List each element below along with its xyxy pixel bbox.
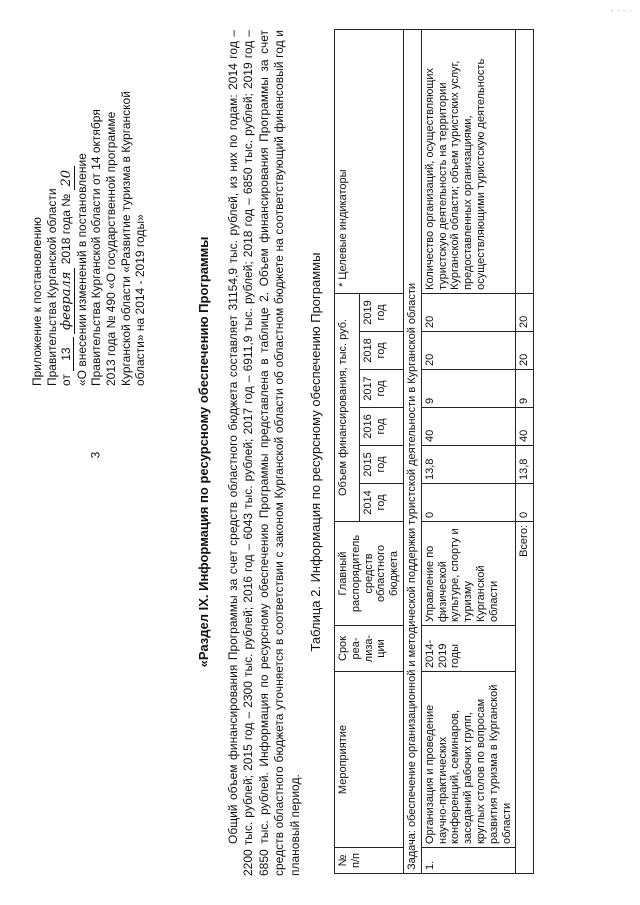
resource-table [334, 29, 534, 874]
appendix-line: 2013 года № 490 «О государственной программе [103, 111, 118, 386]
total-label: Всего: [516, 522, 534, 874]
row-value: 20 [421, 332, 516, 370]
row-term: 2014-2019 годы [421, 626, 516, 672]
total-value: 20 [516, 293, 534, 331]
date-day: 13 [59, 337, 74, 370]
row-measure: Организация и проведение научно-практических конференций, семинаров, заседаний рабочих групп, круглых столов по вопросам развития туризма в Курганской области [421, 672, 516, 848]
total-value: 0 [516, 484, 534, 522]
row-value: 40 [421, 408, 516, 446]
header-year: 2017 год [360, 370, 404, 408]
date-prefix: от [59, 374, 74, 386]
header-year: 2015 год [360, 446, 404, 484]
row-value: 20 [421, 293, 516, 331]
header-year: 2014 год [360, 484, 404, 522]
appendix-block [30, 36, 148, 386]
table-row [421, 29, 516, 873]
date-month: февраля [59, 268, 75, 334]
header-term: Срок реа-лиза-ции [335, 626, 404, 672]
total-row [516, 29, 534, 873]
number-label: № [59, 193, 74, 207]
total-indicators-empty [516, 29, 534, 293]
appendix-line: Курганской области «Развитие туризма в Курганской [118, 91, 133, 386]
header-manager: Главный распорядитель средств областного бюджета [335, 522, 404, 626]
row-value: 13,8 [421, 446, 516, 484]
appendix-line: области» на 2014 - 2019 годы» [133, 214, 148, 386]
page-number: 3 [88, 451, 103, 459]
header-funding: Объем финансирования, тыс. руб. [335, 293, 360, 521]
appendix-date-line [59, 36, 75, 386]
total-value: 40 [516, 408, 534, 446]
number-value: 20 [59, 166, 75, 191]
header-year: 2016 год [360, 408, 404, 446]
total-value: 13,8 [516, 446, 534, 484]
total-value: 9 [516, 370, 534, 408]
table-caption: Таблица 2. Информация по ресурсному обеспечению Программы [308, 252, 323, 652]
intro-paragraph: Общий объем финансирования Программы за счет средств областного бюджета составляет 31154,9 тыс. рублей, из них по годам: 2014 год – 2200 тыс. рублей; 2015 год – 2300 тыс. рублей; 2016 год – 6043 тыс. рублей; 2017 год – 6911,9 тыс. рублей; 2018 год – 6850 тыс. рублей; 2019 год – 6850 тыс. рублей. Информация по ресурсному обеспечению Программы представлена в таблице 2. Объем финансирования Программы за счет средств областного бюджета уточняется в соответствии с законом Курганской области об областном бюджете на соответствующий финансовый год и плановый период. [226, 30, 302, 876]
corner-mark: - - - - [610, 6, 632, 16]
row-indicators: Количество организаций, осуществляющих туристскую деятельность на территории Курганской области; объем туристских услуг, предоставленных организациями, осуществляющими туристскую деятельность [421, 29, 516, 293]
header-measure: Мероприятие [335, 672, 404, 848]
total-value: 20 [516, 332, 534, 370]
appendix-line: Правительства Курганской области [44, 188, 59, 386]
header-year: 2018 год [360, 332, 404, 370]
row-num: 1. [421, 848, 516, 874]
header-year: 2019 год [360, 293, 404, 331]
appendix-line: «О внесении изменений в постановление [74, 153, 89, 386]
header-num: № п/п [335, 848, 404, 874]
appendix-line: Правительства Курганской области от 14 октября [89, 109, 104, 386]
appendix-line: Приложение к постановлению [30, 217, 44, 386]
row-value: 0 [421, 484, 516, 522]
section-title: «Раздел IX. Информация по ресурсному обеспечению Программы [196, 236, 211, 668]
row-manager: Управление по физической культуре, спорту и туризму Курганской области [421, 522, 516, 626]
task-row: Задача: обеспечение организационной и методической поддержки туристской деятельности в Курганской области [403, 29, 421, 873]
row-value: 9 [421, 370, 516, 408]
rotated-page-content [18, 22, 638, 882]
header-indicators: * Целевые индикаторы [335, 29, 404, 293]
date-year: 2018 года [59, 210, 74, 265]
